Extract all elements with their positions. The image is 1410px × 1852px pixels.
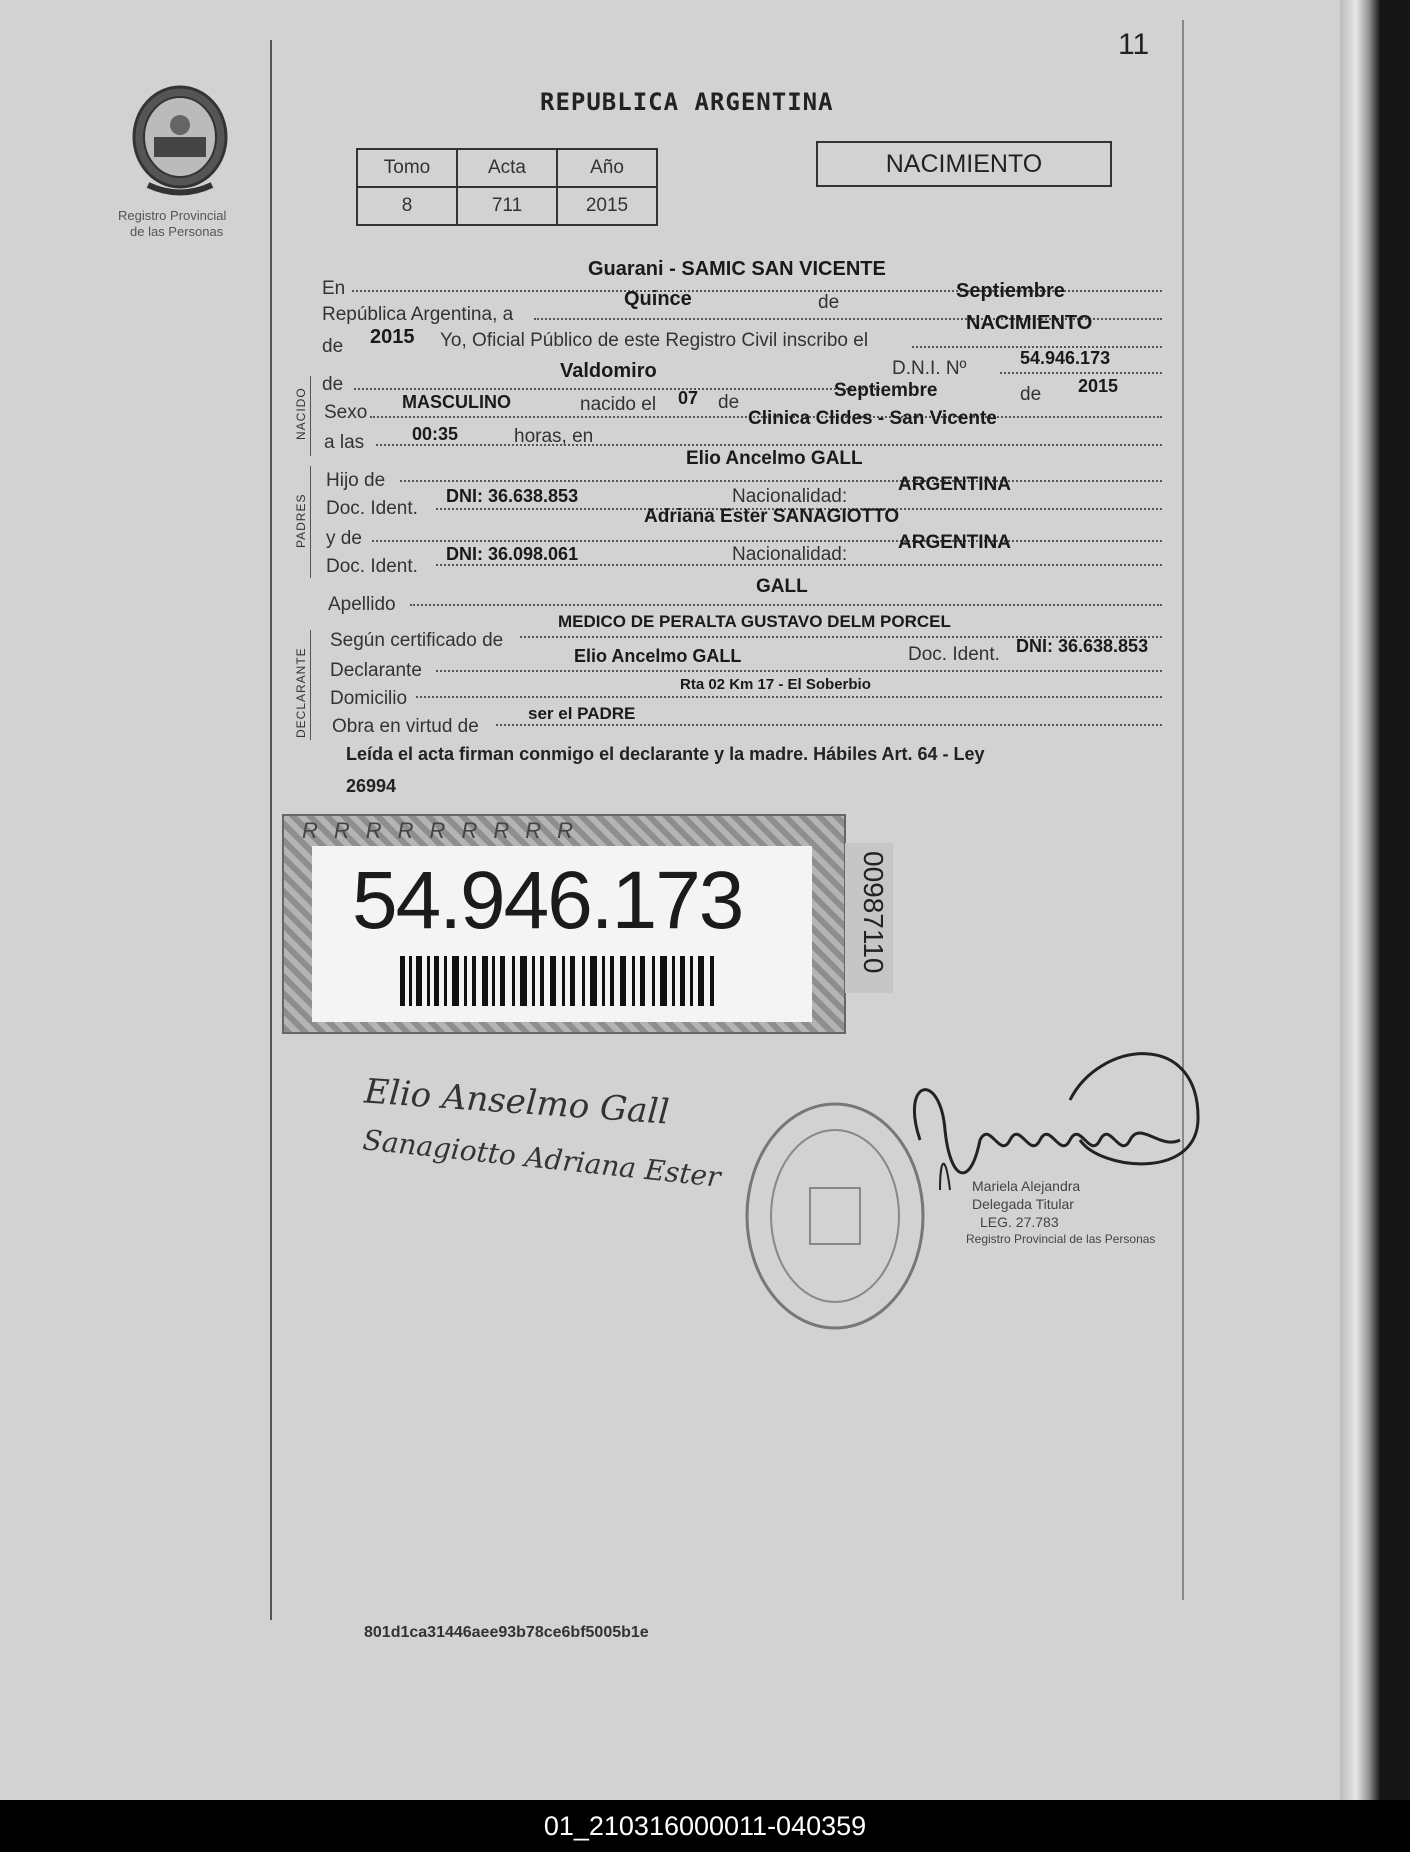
field-label-domicilio: Domicilio — [330, 688, 408, 709]
table-cell: 2015 — [557, 187, 657, 225]
dotted-line — [436, 564, 1162, 566]
dotted-line — [436, 670, 1162, 672]
field-value-padre: Elio Ancelmo GALL — [686, 448, 863, 469]
closing-text-line2: 26994 — [346, 776, 397, 796]
field-label-doc2: Doc. Ident. — [326, 556, 418, 577]
page-number: 11 — [1118, 28, 1150, 61]
field-value-nacido-mes: Septiembre — [834, 380, 938, 401]
field-label-de3: de — [718, 392, 740, 413]
field-label-republica: República Argentina, a — [322, 304, 514, 325]
field-label-yde: y de — [326, 528, 362, 549]
seal-caption-2: de las Personas — [130, 224, 224, 239]
barcode-icon — [400, 956, 730, 1012]
document-hash: 801d1ca31446aee93b78ce6bf5005b1e — [364, 1624, 649, 1641]
official-org: Registro Provincial de las Personas — [966, 1232, 1156, 1246]
bracket-line — [310, 376, 311, 456]
table-header: Tomo — [357, 149, 457, 187]
serial-tag — [845, 843, 893, 993]
field-label-dni: D.N.I. Nº — [892, 358, 967, 379]
dotted-line — [372, 540, 1162, 542]
official-role: Delegada Titular — [972, 1196, 1074, 1212]
field-label-hijo: Hijo de — [326, 470, 386, 491]
field-label-apellido: Apellido — [328, 594, 396, 615]
field-label-de2: de — [322, 336, 344, 357]
file-label-bar: 01_210316000011-040359 — [0, 1800, 1410, 1852]
signature-declarante: Elio Anselmo Gall — [362, 1071, 671, 1133]
right-margin-line — [1182, 20, 1184, 1600]
field-value-anio: 2015 — [370, 326, 415, 348]
field-value-lugar-nac: Clinica Clides - San Vicente — [748, 408, 997, 429]
table-header: Año — [557, 149, 657, 187]
official-leg: LEG. 27.783 — [980, 1214, 1059, 1230]
field-label-nac2: Nacionalidad: — [732, 544, 848, 565]
record-type-box: NACIMIENTO — [816, 141, 1112, 187]
field-value-doc1: DNI: 36.638.853 — [446, 486, 579, 506]
field-label-de: de — [818, 292, 840, 313]
document-title: REPUBLICA ARGENTINA — [540, 88, 834, 116]
stamp-pattern: RRRRRRRRR — [302, 818, 589, 843]
field-value-certificado: MEDICO DE PERALTA GUSTAVO DELM PORCEL — [558, 612, 951, 631]
field-value-dni: 54.946.173 — [1020, 348, 1111, 368]
page-edge — [1340, 0, 1380, 1800]
side-label-padres: PADRES — [294, 493, 308, 548]
left-margin-line — [270, 40, 272, 1620]
field-value-apellido: GALL — [756, 576, 808, 597]
dni-stamp — [282, 814, 846, 1034]
dotted-line — [354, 388, 884, 390]
field-label-en: En — [322, 278, 346, 299]
closing-text-line1: Leída el acta firman conmigo el declarante y la madre. Hábiles Art. 64 - Ley — [346, 744, 985, 764]
field-value-madre: Adriana Ester SANAGIOTTO — [644, 506, 900, 527]
field-value-nacido-anio: 2015 — [1078, 376, 1119, 396]
field-label-certificado: Según certificado de — [330, 630, 504, 651]
field-label-doc1: Doc. Ident. — [326, 498, 418, 519]
dotted-line — [400, 480, 1162, 482]
field-label-de4: de — [1020, 384, 1042, 405]
field-value-nac2: ARGENTINA — [898, 532, 1011, 553]
registry-table — [356, 148, 658, 226]
field-label-nacido: nacido el — [580, 394, 657, 415]
official-name: Mariela Alejandra — [972, 1178, 1081, 1194]
serial-number: 00987110 — [858, 851, 889, 974]
field-value-inscribo: NACIMIENTO — [966, 312, 1093, 334]
field-label-horas: horas, en — [514, 426, 594, 447]
field-value-nombre: Valdomiro — [560, 360, 657, 382]
seal-caption-1: Registro Provincial — [118, 208, 227, 223]
field-value-doc2: DNI: 36.098.061 — [446, 544, 579, 564]
field-label-doc3: Doc. Ident. — [908, 644, 1000, 665]
side-label-nacido: NACIDO — [294, 387, 308, 440]
field-value-dia: Quince — [624, 288, 692, 310]
field-label-alas: a las — [324, 432, 365, 453]
field-label-sexo: Sexo — [324, 402, 368, 423]
bracket-line — [310, 630, 311, 740]
table-header: Acta — [457, 149, 557, 187]
field-label-nombre: de — [322, 374, 344, 395]
field-value-lugar: Guarani - SAMIC SAN VICENTE — [588, 258, 886, 280]
field-value-nacido-dia: 07 — [678, 388, 699, 408]
field-value-declarante: Elio Ancelmo GALL — [574, 646, 742, 666]
dotted-line — [416, 696, 1162, 698]
stamp-label — [312, 846, 812, 1022]
field-label-declarante: Declarante — [330, 660, 422, 681]
field-value-nac1: ARGENTINA — [898, 474, 1011, 495]
oficial-text: Yo, Oficial Público de este Registro Civil inscribo el — [440, 330, 869, 351]
field-value-mes: Septiembre — [956, 280, 1065, 302]
field-value-hora: 00:35 — [412, 424, 459, 444]
field-label-nac1: Nacionalidad: — [732, 486, 848, 507]
field-value-sexo: MASCULINO — [402, 392, 511, 412]
field-value-doc3: DNI: 36.638.853 — [1016, 636, 1149, 656]
dotted-line — [496, 724, 1162, 726]
dotted-line — [1000, 372, 1162, 374]
field-label-obra: Obra en virtud de — [332, 716, 479, 737]
field-value-obra: ser el PADRE — [528, 704, 636, 723]
signature-madre: Sanagiotto Adriana Ester — [361, 1123, 723, 1194]
side-label-declarante: DECLARANTE — [294, 647, 308, 738]
bracket-line — [310, 466, 311, 578]
dotted-line — [376, 444, 1162, 446]
province-seal-icon — [128, 85, 232, 205]
field-value-domicilio: Rta 02 Km 17 - El Soberbio — [680, 676, 871, 693]
table-cell: 8 — [357, 187, 457, 225]
stamp-number: 54.946.173 — [352, 855, 743, 946]
dotted-line — [410, 604, 1162, 606]
table-cell: 711 — [457, 187, 557, 225]
